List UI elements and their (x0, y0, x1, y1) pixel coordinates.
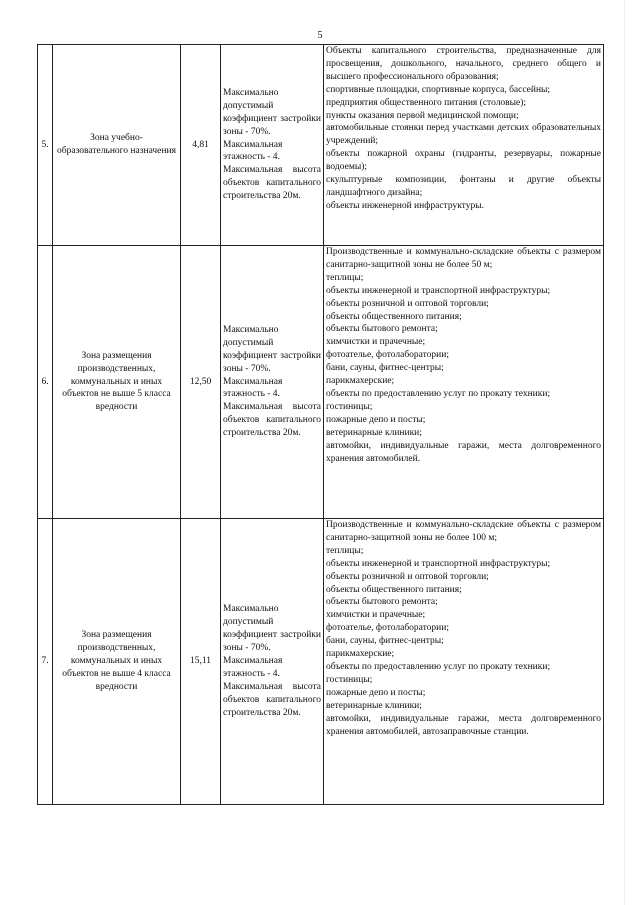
permitted-use-item: спортивные площадки, спортивные корпуса, бассейны; (326, 84, 551, 95)
zone-permitted-uses (324, 519, 604, 805)
permitted-use-item: бани, сауны, фитнес-центры; (326, 636, 444, 647)
zones-table (37, 44, 604, 805)
permitted-use-item: объекты розничной и оптовой торговли; (326, 298, 489, 309)
permitted-use-item: бани, сауны, фитнес-центры; (326, 363, 444, 374)
table-row (38, 45, 604, 246)
permitted-use-item: скульптурные композиции, фонтаны и другие объекты ландшафтного дизайна; (326, 175, 601, 198)
permitted-use-item: объекты по предоставлению услуг по прокату техники; (326, 388, 551, 399)
zone-name: Зона размещения производственных, коммунальных и иных объектов не выше 5 класса вредности (53, 246, 181, 519)
zone-area: 4,81 (181, 45, 221, 246)
zone-area: 15,11 (181, 519, 221, 805)
permitted-use-item: химчистки и прачечные; (326, 337, 426, 348)
permitted-use-item: объекты инженерной и транспортной инфраструктуры; (326, 558, 551, 569)
permitted-use-item: ветеринарные клиники; (326, 700, 422, 711)
zone-permitted-uses (324, 45, 604, 246)
permitted-use-item: объекты розничной и оптовой торговли; (326, 571, 489, 582)
permitted-use-item: объекты пожарной охраны (гидранты, резервуары, пожарные водоемы); (326, 149, 601, 173)
permitted-use-item: пункты оказания первой медицинской помощи; (326, 110, 519, 121)
parameter-line: Максимальная высота объектов капитального строительства 20м. (223, 402, 321, 439)
permitted-use-item: Объекты капитального строительства, предназначенные для просвещения, дошкольного, начального, среднего общего и высшего профессионального образования; (326, 46, 601, 82)
parameter-line: Максимальная высота объектов капитального строительства 20м. (223, 681, 321, 718)
zone-name: Зона учебно-образовательного назначения (53, 45, 181, 246)
permitted-use-item: гостиницы; (326, 674, 373, 685)
parameter-line: Максимальная этажность - 4. (223, 656, 283, 679)
permitted-use-item: теплицы; (326, 272, 364, 283)
table-row (38, 519, 604, 805)
zone-permitted-uses (324, 246, 604, 519)
permitted-use-item: объекты бытового ремонта; (326, 324, 438, 335)
parameter-line: Максимальная этажность - 4. (223, 139, 283, 163)
zone-number: 5. (38, 45, 53, 246)
parameter-line: Максимальная высота объектов капитального строительства 20м. (223, 165, 321, 202)
table-row (38, 246, 604, 519)
permitted-use-item: автомойки, индивидуальные гаражи, места долговременного хранения автомобилей. (326, 440, 601, 464)
permitted-use-item: автомобильные стоянки перед участками детских образовательных учреждений; (326, 123, 601, 147)
zone-parameters (221, 246, 324, 519)
zone-parameters (221, 519, 324, 805)
permitted-use-item: автомойки, индивидуальные гаражи, места долговременного хранения автомобилей, автозаправочные станции. (326, 713, 601, 737)
permitted-use-item: теплицы; (326, 545, 364, 556)
page-number: 5 (317, 30, 323, 41)
permitted-use-item: ветеринарные клиники; (326, 427, 422, 438)
permitted-use-item: объекты по предоставлению услуг по прокату техники; (326, 661, 551, 672)
permitted-use-item: парикмахерские; (326, 376, 395, 387)
permitted-use-item: химчистки и прачечные; (326, 610, 426, 621)
permitted-use-item: объекты общественного питания; (326, 311, 462, 322)
parameter-line: Максимально допустимый коэффициент застройки зоны - 70%. (223, 324, 321, 374)
parameter-line: Максимально допустимый коэффициент застройки зоны - 70%. (223, 604, 321, 654)
permitted-use-item: предприятия общественного питания (столовые); (326, 97, 527, 108)
permitted-use-item: парикмахерские; (326, 649, 395, 660)
permitted-use-item: фотоателье, фотолаборатории; (326, 623, 449, 634)
permitted-use-item: Производственные и коммунально-складские объекты с размером санитарно-защитной зоны не более 100 м; (326, 520, 601, 543)
permitted-use-item: объекты бытового ремонта; (326, 597, 438, 608)
zone-name: Зона размещения производственных, коммунальных и иных объектов не выше 4 класса вредности (53, 519, 181, 805)
zone-number: 7. (38, 519, 53, 805)
permitted-use-item: фотоателье, фотолаборатории; (326, 350, 449, 361)
zone-area: 12,50 (181, 246, 221, 519)
parameter-line: Максимальная этажность - 4. (223, 376, 283, 400)
permitted-use-item: объекты инженерной и транспортной инфраструктуры; (326, 285, 551, 296)
permitted-use-item: объекты общественного питания; (326, 584, 462, 595)
permitted-use-item: объекты инженерной инфраструктуры. (326, 200, 484, 211)
permitted-use-item: пожарные депо и посты; (326, 687, 426, 698)
permitted-use-item: Производственные и коммунально-складские объекты с размером санитарно-защитной зоны не более 50 м; (326, 247, 601, 270)
permitted-use-item: гостиницы; (326, 401, 373, 412)
permitted-use-item: пожарные депо и посты; (326, 414, 426, 425)
zone-number: 6. (38, 246, 53, 519)
page-edge-line (624, 0, 625, 905)
zone-parameters (221, 45, 324, 246)
parameter-line: Максимально допустимый коэффициент застройки зоны - 70%. (223, 87, 321, 137)
